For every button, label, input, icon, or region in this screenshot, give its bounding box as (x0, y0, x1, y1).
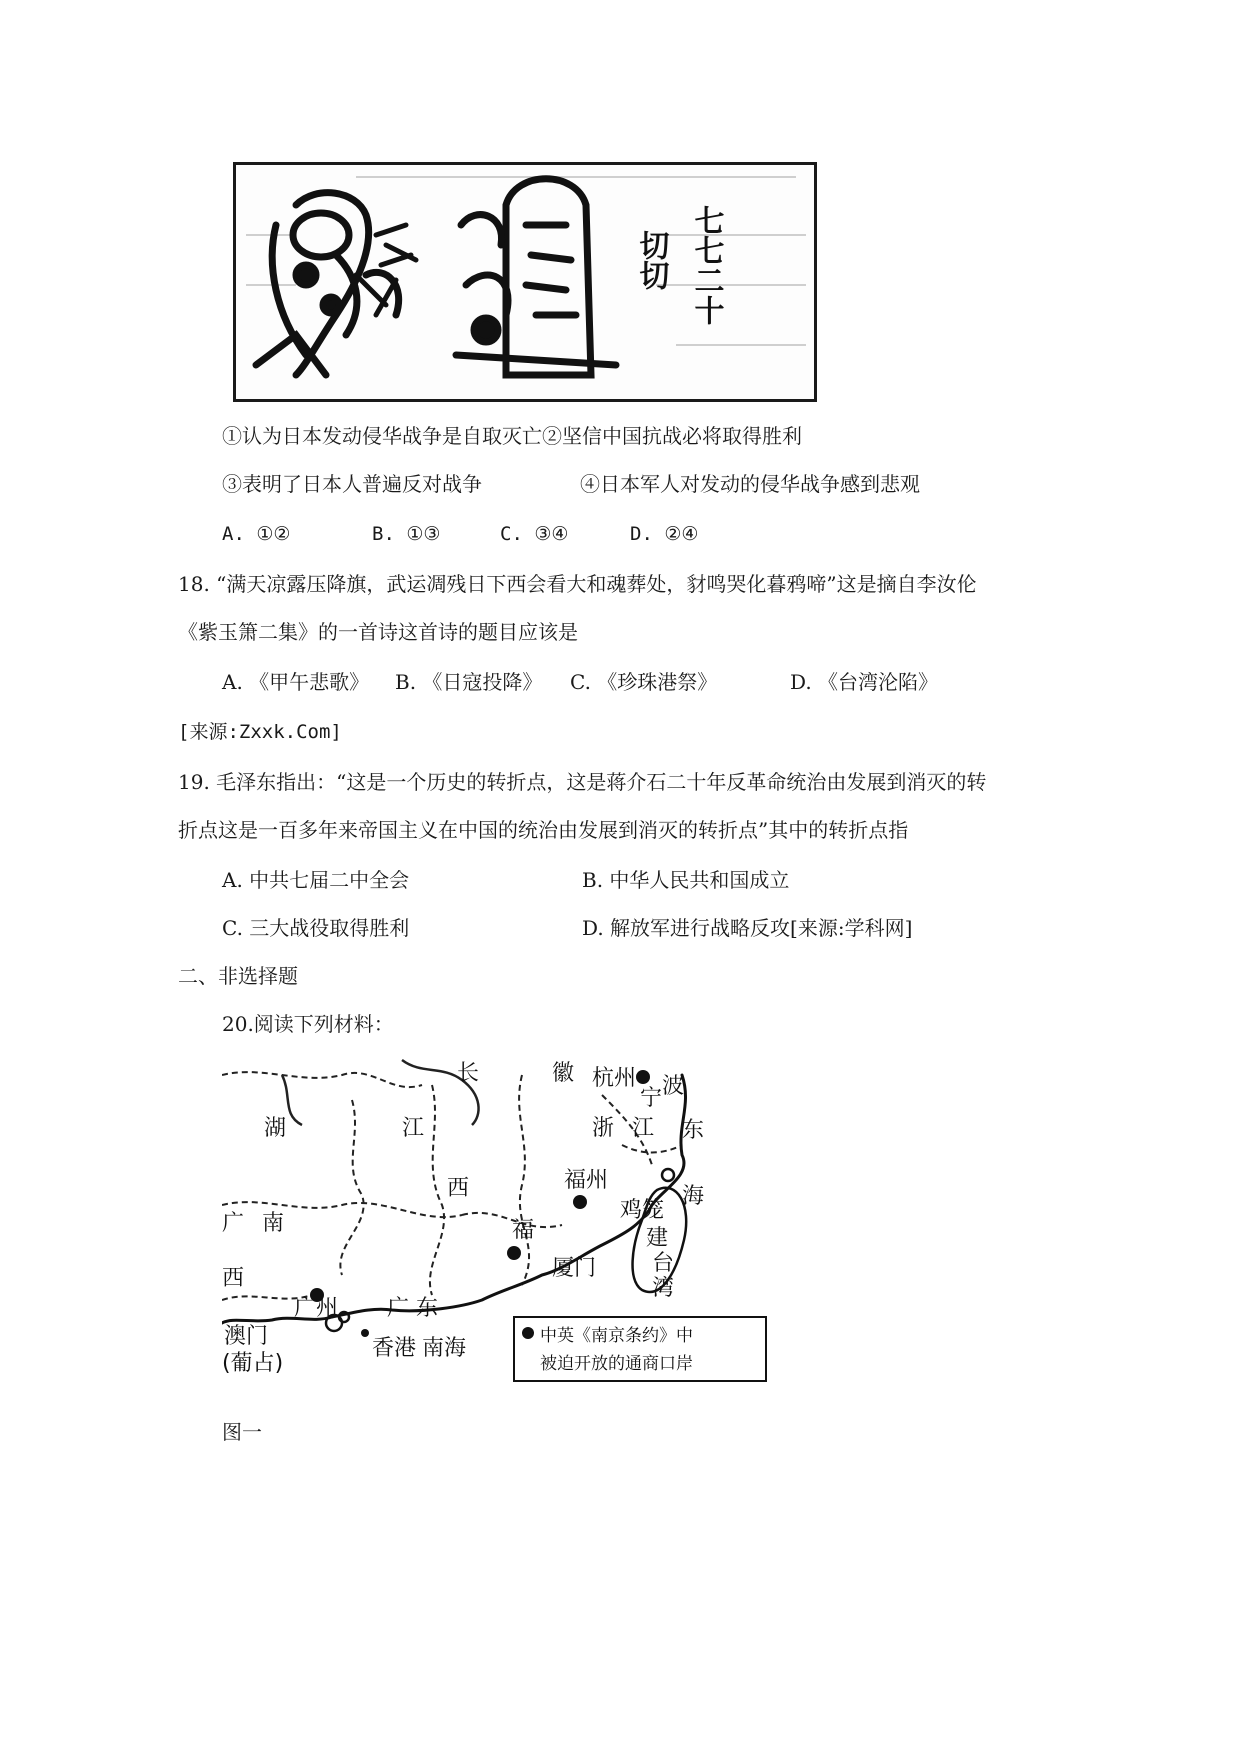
q18-option-c: C. 《珍珠港祭》 (570, 670, 718, 694)
q19-option-d: D. 解放军进行战略反攻[来源:学科网] (582, 916, 913, 940)
vertical-text-right: 七七二十 (688, 205, 724, 325)
legend-line2: 被迫开放的通商口岸 (540, 1354, 693, 1374)
q17-statement-1: ①认为日本发动侵华战争是自取灭亡 (222, 424, 542, 448)
label-guangzhou: 广州 (294, 1296, 339, 1321)
label-chang: 长 (457, 1061, 480, 1086)
vertical-text-left: 切切 (633, 230, 669, 290)
q18-option-d: D. 《台湾沦陷》 (790, 670, 939, 694)
q19-option-a: A. 中共七届二中全会 (222, 868, 410, 892)
label-ning: 宁 (640, 1086, 663, 1111)
label-hongkong: 香港 (372, 1336, 417, 1361)
q17-statement-3: ③表明了日本人普遍反对战争 (222, 472, 482, 496)
label-jiang2: 江 (632, 1116, 655, 1141)
label-dong1: 东 (682, 1118, 705, 1143)
legend-line1: 中英《南京条约》中 (540, 1326, 693, 1346)
q18-source: [来源:Zxxk.Com] (178, 721, 342, 743)
legend-dot (522, 1327, 534, 1339)
label-hai: 海 (682, 1184, 705, 1209)
map-port-dots (310, 1070, 650, 1337)
q19-stem-line1: 19. 毛泽东指出：“这是一个历史的转折点，这是蒋介石二十年反革命统治由发展到消灭的转 (178, 770, 987, 794)
label-bo: 波 (662, 1074, 685, 1099)
map-figure (222, 1055, 767, 1383)
q19-option-b: B. 中华人民共和国成立 (582, 868, 790, 892)
q18-option-a: A. 《甲午悲歌》 (222, 670, 370, 694)
port-dot-hongkong (361, 1329, 369, 1337)
label-jilong: 鸡笼 (620, 1198, 665, 1223)
port-dot-fuzhou (573, 1195, 587, 1209)
q18-option-b: B. 《日寇投降》 (395, 670, 543, 694)
port-dot-jilong (662, 1169, 674, 1181)
label-tai: 台 (652, 1251, 675, 1276)
q17-statements-row1 (222, 422, 802, 450)
cartoon-vertical-text (634, 205, 725, 325)
label-xiamen: 厦门 (552, 1256, 597, 1281)
map-legend (514, 1317, 766, 1381)
label-hu: 湖 (264, 1116, 287, 1141)
label-xi: 西 (447, 1176, 470, 1201)
label-guang1: 广 (222, 1211, 245, 1236)
q20-prompt: 20.阅读下列材料： (222, 1012, 394, 1036)
figure-caption: 图一 (222, 1420, 262, 1444)
q17-statement-4: ④日本军人对发动的侵华战争感到悲观 (580, 472, 920, 496)
label-jian: 建 (646, 1226, 669, 1251)
label-nan: 南 (262, 1211, 285, 1236)
q17-option-c: C. ③④ (500, 523, 569, 545)
label-aomen: 澳门 (224, 1324, 269, 1349)
label-zhe: 浙 (592, 1116, 615, 1141)
q18-stem-line2: 《紫玉箫二集》的一首诗这首诗的题目应该是 (178, 620, 578, 644)
q19-option-c: C. 三大战役取得胜利 (222, 916, 410, 940)
cartoon-tombstone (456, 179, 616, 375)
label-fu: 福 (512, 1218, 535, 1243)
label-jiang1: 江 (402, 1116, 425, 1141)
label-nanhai: 南海 (422, 1336, 467, 1361)
label-wan: 湾 (652, 1276, 675, 1301)
label-putao: (葡占) (222, 1351, 284, 1376)
q17-statements-row2 (222, 470, 482, 498)
label-hangzhou: 杭州 (592, 1066, 637, 1091)
cartoon-figure (233, 162, 817, 402)
q17-option-a: A. ①② (222, 523, 291, 545)
cartoon-soldier (256, 193, 399, 375)
map-drawing (222, 1055, 767, 1383)
q18-stem-line1: 18. “满天凉露压降旗，武运凋残日下西会看大和魂葬处，豺鸣哭化暮鸦啼”这是摘自李汝伦 (178, 572, 977, 596)
port-dot-ningbo (636, 1070, 650, 1084)
label-hui: 徽 (552, 1061, 575, 1086)
q19-stem-line2: 折点这是一百多年来帝国主义在中国的统治由发展到消灭的转折点”其中的转折点指 (178, 818, 909, 842)
section-heading: 二、非选择题 (178, 964, 298, 988)
label-fuzhou: 福州 (564, 1168, 609, 1193)
label-xi2: 西 (222, 1266, 245, 1291)
q17-option-b: B. ①③ (372, 523, 441, 545)
label-guangdong: 广 东 (387, 1296, 438, 1321)
port-dot-xiamen (507, 1246, 521, 1260)
q17-option-d: D. ②④ (630, 523, 699, 545)
cartoon-drawing (236, 165, 814, 399)
q17-statement-2: ②坚信中国抗战必将取得胜利 (542, 424, 802, 448)
